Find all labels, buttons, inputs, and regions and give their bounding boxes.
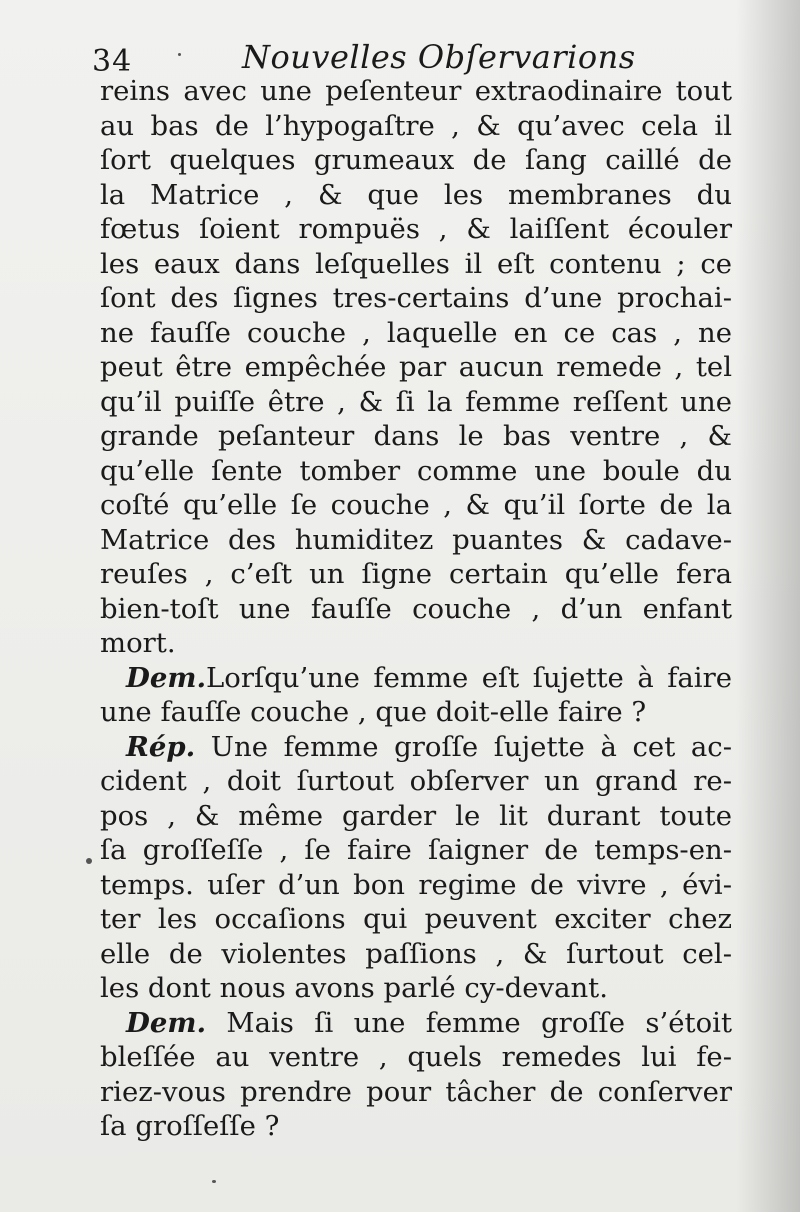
answer-line (100, 730, 732, 765)
text-line: une fauſſe couche , que doit-elle faire ? (100, 696, 647, 728)
text-line: au bas de l’hypogaſtre , & qu’avec cela il (100, 109, 732, 142)
body-text (100, 74, 732, 1144)
question-text: Lorſqu’une femme eſt ſujette à faire (206, 661, 732, 694)
text-line: temps. uſer d’un bon regime de vivre , évi- (100, 868, 732, 901)
answer-text: Une femme groſſe ſujette à cet ac- (195, 730, 732, 763)
text-line: mort. (100, 627, 176, 659)
text-line: bleſſée au ventre , quels remedes lui fe- (100, 1041, 732, 1073)
text-line: fœtus ſoient rompuës , & laiſſent écouler (100, 213, 732, 245)
text-line: ſa groſſeſſe ? (100, 1110, 280, 1142)
text-line: ter les occaſions qui peuvent exciter chez (100, 903, 732, 935)
speaker-label: Dem. (126, 1006, 207, 1039)
text-line: pos , & même garder le lit durant toute (100, 799, 732, 832)
text-line: Matrice des humiditez puantes & cadave- (100, 523, 732, 556)
text-line: ne fauſſe couche , laquelle en ce cas , ne (100, 316, 732, 349)
text-line: les dont nous avons parlé cy-devant. (100, 972, 608, 1004)
text-line: bien-toſt une fauſſe couche , d’un enfant (100, 592, 732, 625)
text-line: cident , doit ſurtout obſerver un grand re- (100, 765, 732, 797)
question-line (100, 661, 732, 696)
text-line: ſa groſſeſſe , ſe faire ſaigner de temps-en- (100, 834, 732, 866)
text-line: peut être empêchée par aucun remede , tel (100, 351, 732, 383)
ink-speck (178, 53, 181, 56)
text-line: grande peſanteur dans le bas ventre , & (100, 420, 732, 452)
text-line: elle de violentes paſſions , & ſurtout cel- (100, 937, 732, 970)
running-title: Nouvelles Obſervarions (242, 38, 636, 76)
text-line: qu’il puiſſe être , & ſi la femme reſſent une (100, 385, 732, 418)
text-line: ſont des ſignes tres-certains d’une prochai- (100, 282, 732, 314)
ink-speck (212, 1180, 216, 1183)
text-line: les eaux dans leſquelles il eſt contenu ; ce (100, 247, 732, 280)
text-line: la Matrice , & que les membranes du (100, 178, 732, 211)
question-line (100, 1006, 732, 1041)
text-line: qu’elle ſente tomber comme une boule du (100, 454, 732, 487)
text-line: ſort quelques grumeaux de ſang caillé de (100, 144, 732, 176)
text-line: coſté qu’elle ſe couche , & qu’il ſorte de la (100, 489, 732, 521)
text-line: reins avec une peſenteur extraodinaire tout (100, 75, 732, 107)
ink-speck (86, 858, 92, 864)
text-line: riez-vous prendre pour tâcher de conſerver (100, 1075, 732, 1108)
speaker-label: Rép. (126, 730, 196, 763)
page-number: 34 (92, 44, 133, 79)
question-text: Mais ſi une femme groſſe s’étoit (206, 1006, 732, 1039)
text-line: reuſes , c’eſt un ſigne certain qu’elle fera (100, 558, 732, 590)
speaker-label: Dem. (126, 661, 207, 694)
